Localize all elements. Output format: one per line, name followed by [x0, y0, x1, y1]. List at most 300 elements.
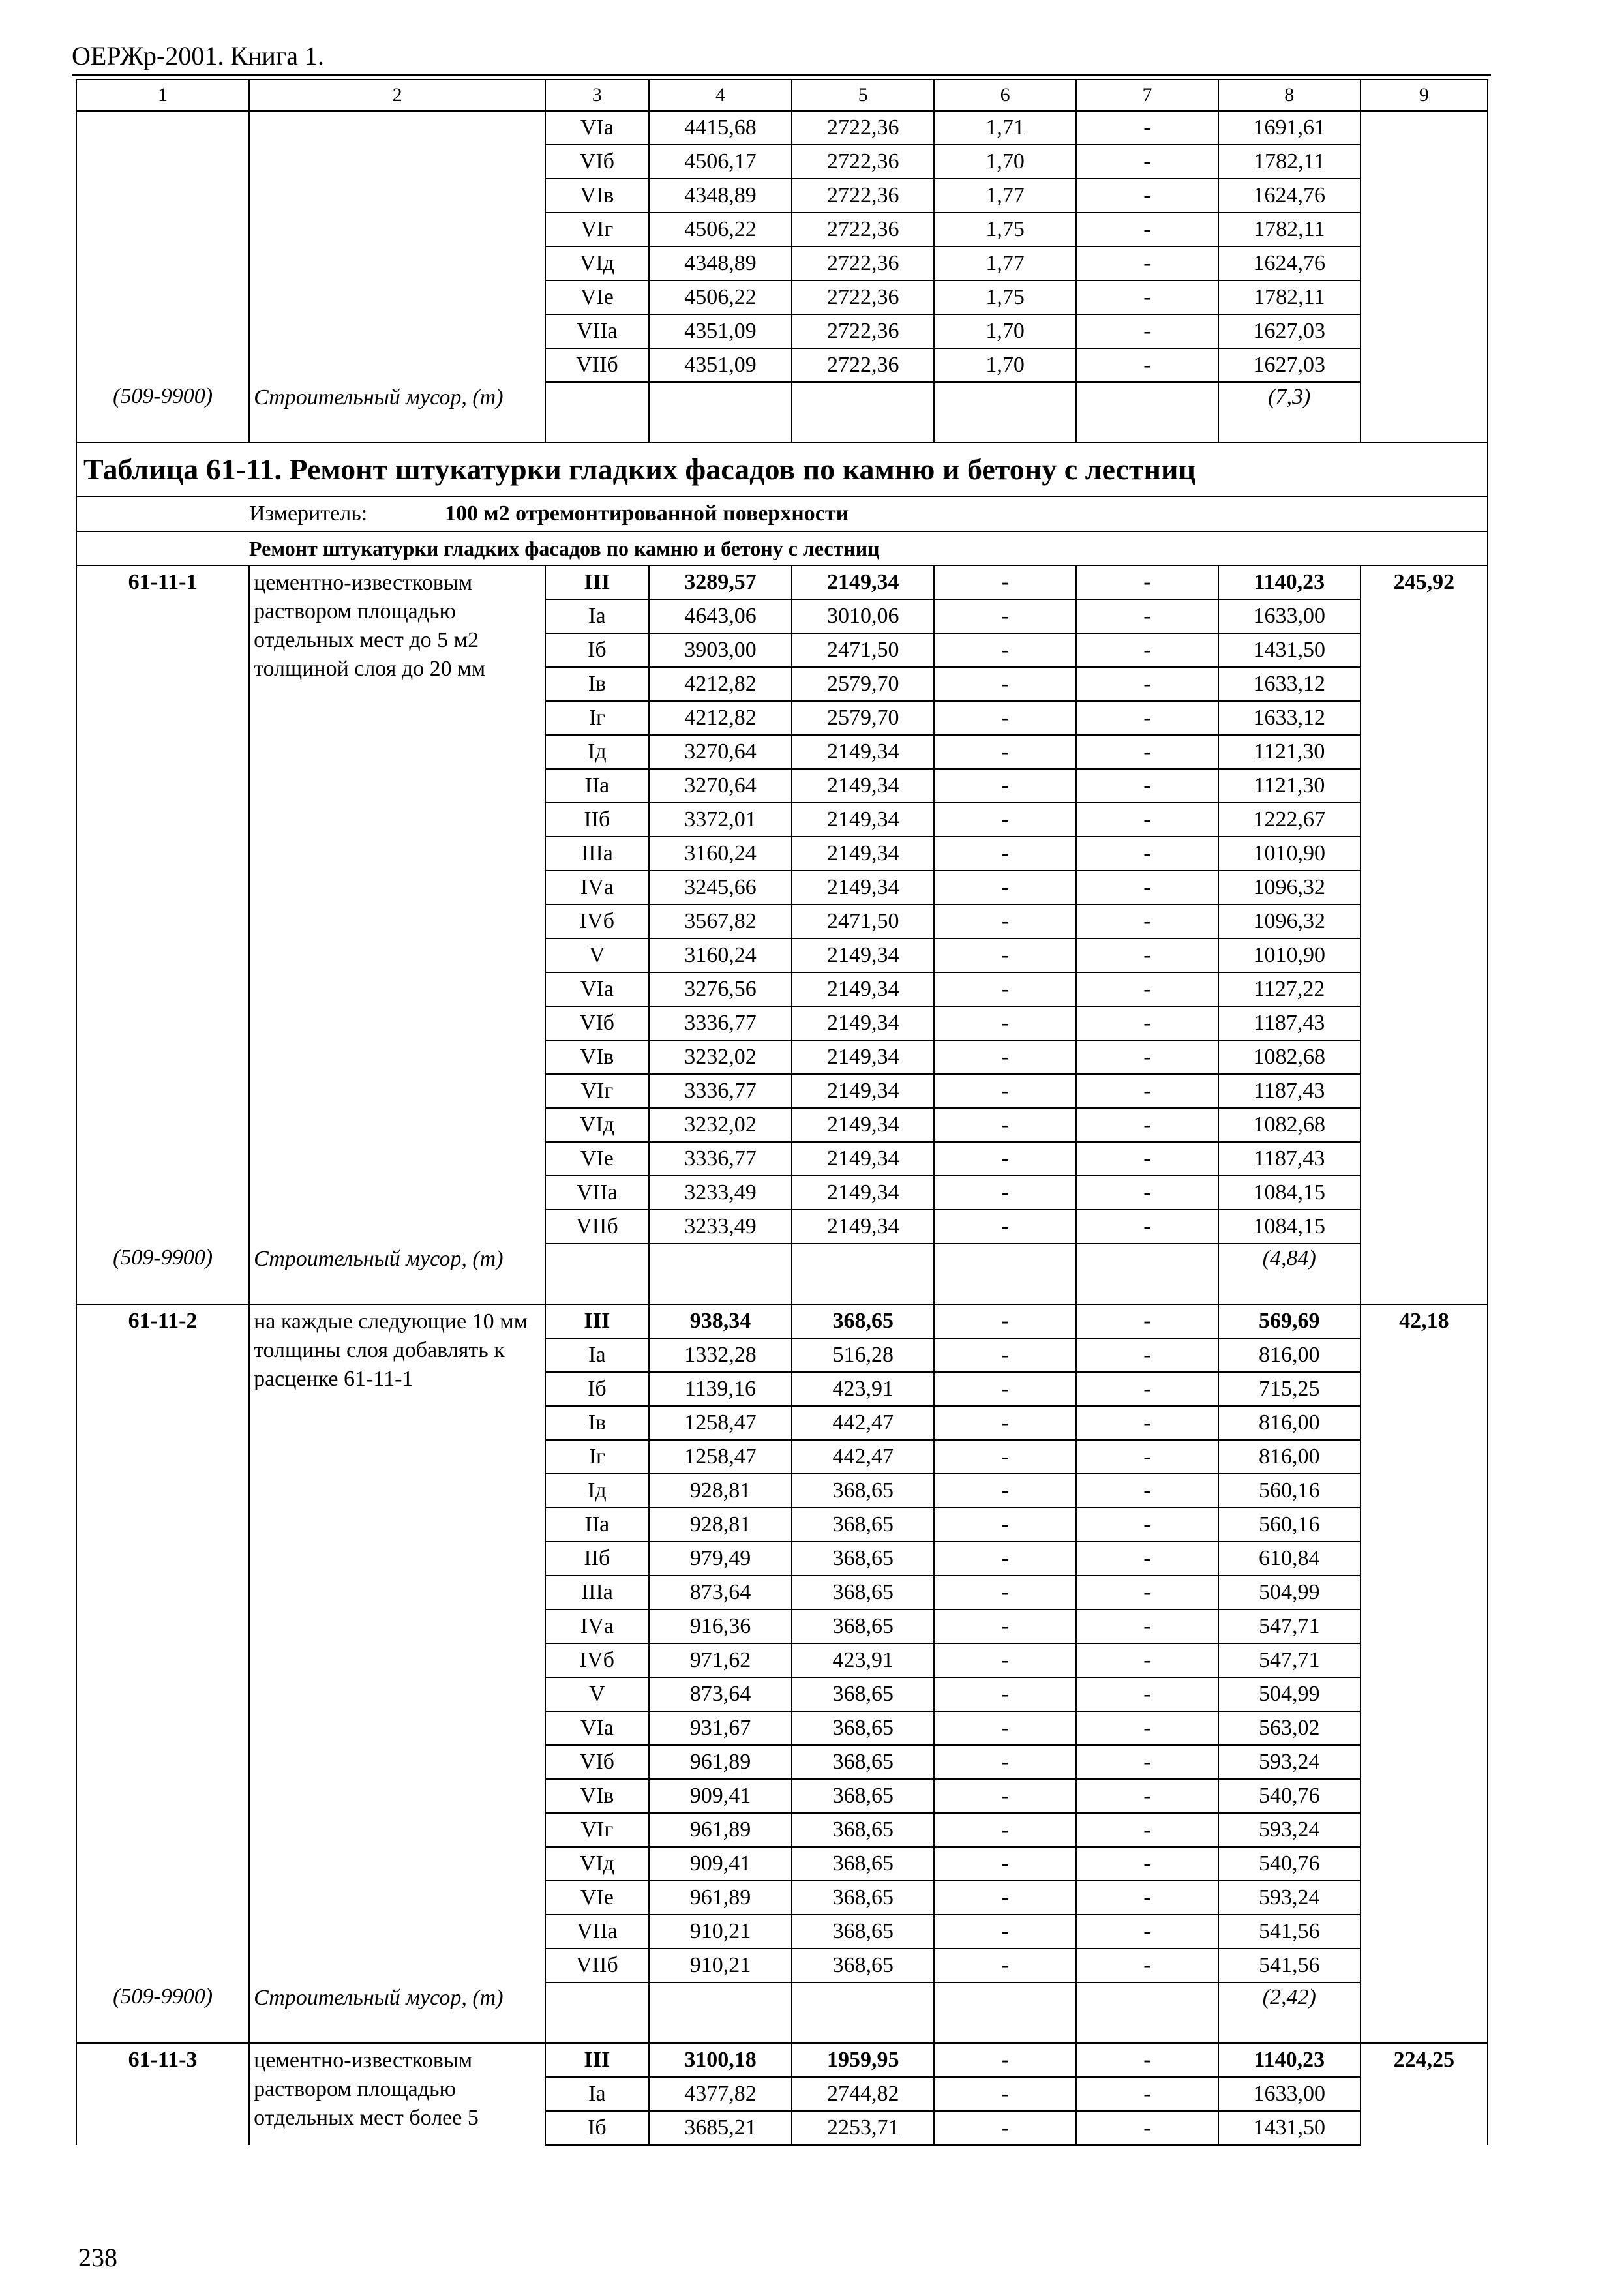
materials-cell: 1431,50: [1218, 2111, 1361, 2145]
zone-cell: VIб: [545, 145, 648, 179]
wages-cell: 2722,36: [792, 348, 934, 382]
materials-cell: 1624,76: [1218, 247, 1361, 280]
wages-cell: 368,65: [792, 1576, 934, 1609]
column-number: 1: [76, 80, 249, 111]
driver-wages-cell: -: [1076, 938, 1218, 972]
zone-cell: VIа: [545, 1711, 648, 1745]
driver-wages-cell: -: [1076, 111, 1218, 145]
machine-cell: -: [934, 769, 1076, 803]
machine-cell: -: [934, 1338, 1076, 1372]
zone-cell: VIд: [545, 1108, 648, 1142]
zone-cell: VIIа: [545, 314, 648, 348]
materials-cell: 610,84: [1218, 1542, 1361, 1576]
machine-cell: -: [934, 1142, 1076, 1176]
zone-cell: VIб: [545, 1745, 648, 1779]
total-cost-cell: 4415,68: [649, 111, 792, 145]
driver-wages-cell: -: [1076, 1176, 1218, 1210]
materials-cell: 816,00: [1218, 1440, 1361, 1474]
driver-wages-cell: -: [1076, 2043, 1218, 2077]
section-row: [76, 531, 1488, 565]
total-cost-cell: 3276,56: [649, 972, 792, 1006]
wages-cell: 2149,34: [792, 1210, 934, 1244]
column-number: 9: [1361, 80, 1488, 111]
materials-cell: 1121,30: [1218, 735, 1361, 769]
wages-cell: 2149,34: [792, 871, 934, 905]
rate-row: [76, 111, 1488, 145]
empty-cell: [649, 1982, 792, 2043]
labor-cell: 42,18: [1361, 1304, 1488, 1982]
empty-cell: [1361, 1244, 1488, 1304]
machine-cell: -: [934, 1609, 1076, 1643]
materials-cell: 563,02: [1218, 1711, 1361, 1745]
waste-row: [76, 1982, 1488, 2043]
wages-cell: 368,65: [792, 1847, 934, 1881]
zone-cell: VIа: [545, 111, 648, 145]
zone-cell: IIIа: [545, 1576, 648, 1609]
driver-wages-cell: -: [1076, 1372, 1218, 1406]
rate-row: [76, 565, 1488, 599]
zone-cell: IVа: [545, 871, 648, 905]
column-number: 3: [545, 80, 648, 111]
wages-cell: 2253,71: [792, 2111, 934, 2145]
driver-wages-cell: -: [1076, 1813, 1218, 1847]
driver-wages-cell: -: [1076, 1040, 1218, 1074]
wages-cell: 2149,34: [792, 803, 934, 837]
total-cost-cell: 961,89: [649, 1745, 792, 1779]
materials-cell: 1627,03: [1218, 348, 1361, 382]
machine-cell: 1,70: [934, 348, 1076, 382]
materials-cell: 569,69: [1218, 1304, 1361, 1338]
wages-cell: 368,65: [792, 1474, 934, 1508]
empty-cell: [792, 382, 934, 443]
empty-cell: [1361, 1982, 1488, 2043]
rate-row: [76, 2043, 1488, 2077]
rate-row: [76, 1304, 1488, 1338]
rate-code-cell: [76, 111, 249, 382]
machine-cell: -: [934, 565, 1076, 599]
total-cost-cell: 873,64: [649, 1576, 792, 1609]
wages-cell: 2149,34: [792, 1176, 934, 1210]
machine-cell: -: [934, 2077, 1076, 2111]
materials-cell: 504,99: [1218, 1677, 1361, 1711]
empty-cell: [1361, 382, 1488, 443]
machine-cell: -: [934, 1915, 1076, 1949]
measure-value: 100 м2 отремонтированной поверхности: [445, 501, 849, 526]
materials-cell: 1691,61: [1218, 111, 1361, 145]
waste-value-cell: (7,3): [1218, 382, 1361, 443]
machine-cell: 1,77: [934, 179, 1076, 213]
materials-cell: 1121,30: [1218, 769, 1361, 803]
zone-cell: VIв: [545, 1040, 648, 1074]
machine-cell: -: [934, 1176, 1076, 1210]
total-cost-cell: 971,62: [649, 1643, 792, 1677]
materials-cell: 541,56: [1218, 1949, 1361, 1982]
driver-wages-cell: -: [1076, 905, 1218, 938]
zone-cell: V: [545, 1677, 648, 1711]
empty-cell: [1076, 382, 1218, 443]
empty-cell: [792, 1982, 934, 2043]
empty-cell: [649, 1244, 792, 1304]
machine-cell: -: [934, 735, 1076, 769]
driver-wages-cell: -: [1076, 1338, 1218, 1372]
zone-cell: VIг: [545, 1074, 648, 1108]
labor-cell: 245,92: [1361, 565, 1488, 1244]
section-title: Ремонт штукатурки гладких фасадов по камню и бетону с лестниц: [76, 531, 1488, 565]
page-number: 238: [78, 2243, 117, 2272]
driver-wages-cell: -: [1076, 565, 1218, 599]
zone-cell: VIIа: [545, 1176, 648, 1210]
materials-cell: 1187,43: [1218, 1074, 1361, 1108]
machine-cell: -: [934, 1074, 1076, 1108]
driver-wages-cell: -: [1076, 972, 1218, 1006]
materials-cell: 1082,68: [1218, 1108, 1361, 1142]
empty-cell: [792, 1244, 934, 1304]
total-cost-cell: 3685,21: [649, 2111, 792, 2145]
total-cost-cell: 3245,66: [649, 871, 792, 905]
zone-cell: VIIб: [545, 1949, 648, 1982]
materials-cell: 547,71: [1218, 1643, 1361, 1677]
machine-cell: -: [934, 2111, 1076, 2145]
machine-cell: 1,71: [934, 111, 1076, 145]
total-cost-cell: 1332,28: [649, 1338, 792, 1372]
total-cost-cell: 3289,57: [649, 565, 792, 599]
wages-cell: 2471,50: [792, 633, 934, 667]
machine-cell: -: [934, 2043, 1076, 2077]
total-cost-cell: 3270,64: [649, 769, 792, 803]
empty-cell: [934, 382, 1076, 443]
driver-wages-cell: -: [1076, 1474, 1218, 1508]
zone-cell: Iб: [545, 633, 648, 667]
total-cost-cell: 928,81: [649, 1508, 792, 1542]
machine-cell: -: [934, 803, 1076, 837]
materials-cell: 1187,43: [1218, 1006, 1361, 1040]
total-cost-cell: 3903,00: [649, 633, 792, 667]
machine-cell: -: [934, 1576, 1076, 1609]
materials-cell: 816,00: [1218, 1406, 1361, 1440]
zone-cell: VIе: [545, 1142, 648, 1176]
zone-cell: VIе: [545, 280, 648, 314]
total-cost-cell: 910,21: [649, 1915, 792, 1949]
total-cost-cell: 910,21: [649, 1949, 792, 1982]
total-cost-cell: 3567,82: [649, 905, 792, 938]
driver-wages-cell: -: [1076, 837, 1218, 871]
materials-cell: 1082,68: [1218, 1040, 1361, 1074]
driver-wages-cell: -: [1076, 1406, 1218, 1440]
rate-code-cell: 61-11-2: [76, 1304, 249, 1982]
waste-code-cell: (509-9900): [76, 382, 249, 443]
materials-cell: 1096,32: [1218, 871, 1361, 905]
machine-cell: -: [934, 938, 1076, 972]
empty-cell: [545, 1982, 648, 2043]
wages-cell: 2149,34: [792, 837, 934, 871]
waste-name-cell: Строительный мусор, (т): [249, 1244, 545, 1304]
machine-cell: -: [934, 633, 1076, 667]
zone-cell: VIг: [545, 213, 648, 247]
waste-name-cell: Строительный мусор, (т): [249, 1982, 545, 2043]
materials-cell: 1010,90: [1218, 938, 1361, 972]
zone-cell: Iа: [545, 1338, 648, 1372]
waste-value-cell: (4,84): [1218, 1244, 1361, 1304]
zone-cell: VIб: [545, 1006, 648, 1040]
total-cost-cell: 3233,49: [649, 1210, 792, 1244]
column-number: 8: [1218, 80, 1361, 111]
materials-cell: 1633,12: [1218, 701, 1361, 735]
zone-cell: VIе: [545, 1881, 648, 1915]
machine-cell: -: [934, 1508, 1076, 1542]
wages-cell: 2149,34: [792, 769, 934, 803]
wages-cell: 2722,36: [792, 247, 934, 280]
total-cost-cell: 979,49: [649, 1542, 792, 1576]
materials-cell: 540,76: [1218, 1779, 1361, 1813]
driver-wages-cell: -: [1076, 145, 1218, 179]
driver-wages-cell: -: [1076, 1643, 1218, 1677]
empty-cell: [1076, 1244, 1218, 1304]
materials-cell: 1431,50: [1218, 633, 1361, 667]
machine-cell: -: [934, 1949, 1076, 1982]
wages-cell: 2149,34: [792, 938, 934, 972]
rate-code-cell: 61-11-1: [76, 565, 249, 1244]
machine-cell: -: [934, 701, 1076, 735]
zone-cell: Iд: [545, 735, 648, 769]
column-number: 6: [934, 80, 1076, 111]
driver-wages-cell: -: [1076, 667, 1218, 701]
zone-cell: VIIб: [545, 1210, 648, 1244]
wages-cell: 368,65: [792, 1609, 934, 1643]
zone-cell: IIб: [545, 1542, 648, 1576]
total-cost-cell: 1258,47: [649, 1406, 792, 1440]
materials-cell: 547,71: [1218, 1609, 1361, 1643]
zone-cell: VIIа: [545, 1915, 648, 1949]
driver-wages-cell: -: [1076, 701, 1218, 735]
driver-wages-cell: -: [1076, 213, 1218, 247]
driver-wages-cell: -: [1076, 769, 1218, 803]
materials-cell: 1084,15: [1218, 1176, 1361, 1210]
materials-cell: 1782,11: [1218, 213, 1361, 247]
wages-cell: 368,65: [792, 1508, 934, 1542]
total-cost-cell: 4351,09: [649, 314, 792, 348]
wages-cell: 368,65: [792, 1304, 934, 1338]
total-cost-cell: 938,34: [649, 1304, 792, 1338]
zone-cell: VIв: [545, 179, 648, 213]
materials-cell: 1633,00: [1218, 2077, 1361, 2111]
column-number: 4: [649, 80, 792, 111]
machine-cell: 1,70: [934, 314, 1076, 348]
zone-cell: IIа: [545, 1508, 648, 1542]
wages-cell: 2722,36: [792, 314, 934, 348]
materials-cell: 1782,11: [1218, 280, 1361, 314]
total-cost-cell: 3372,01: [649, 803, 792, 837]
zone-cell: VIг: [545, 1813, 648, 1847]
machine-cell: -: [934, 667, 1076, 701]
wages-cell: 1959,95: [792, 2043, 934, 2077]
wages-cell: 3010,06: [792, 599, 934, 633]
materials-cell: 1782,11: [1218, 145, 1361, 179]
machine-cell: 1,75: [934, 213, 1076, 247]
total-cost-cell: 4506,22: [649, 280, 792, 314]
waste-code-cell: (509-9900): [76, 1982, 249, 2043]
zone-cell: Iг: [545, 701, 648, 735]
machine-cell: -: [934, 1711, 1076, 1745]
zone-cell: V: [545, 938, 648, 972]
waste-name-cell: Строительный мусор, (т): [249, 382, 545, 443]
wages-cell: 368,65: [792, 1542, 934, 1576]
total-cost-cell: 3232,02: [649, 1108, 792, 1142]
total-cost-cell: 3336,77: [649, 1142, 792, 1176]
rate-description-cell: цементно-известковым раствором площадью отдельных мест более 5: [249, 2043, 545, 2145]
wages-cell: 368,65: [792, 1949, 934, 1982]
zone-cell: IVб: [545, 1643, 648, 1677]
driver-wages-cell: -: [1076, 1006, 1218, 1040]
zone-cell: IIIа: [545, 837, 648, 871]
total-cost-cell: 3233,49: [649, 1176, 792, 1210]
materials-cell: 540,76: [1218, 1847, 1361, 1881]
total-cost-cell: 1258,47: [649, 1440, 792, 1474]
materials-cell: 1010,90: [1218, 837, 1361, 871]
running-header: ОЕРЖр-2001. Книга 1.: [72, 41, 324, 70]
waste-value-cell: (2,42): [1218, 1982, 1361, 2043]
machine-cell: -: [934, 1006, 1076, 1040]
zone-cell: VIа: [545, 972, 648, 1006]
materials-cell: 1624,76: [1218, 179, 1361, 213]
wages-cell: 2722,36: [792, 111, 934, 145]
wages-cell: 2149,34: [792, 735, 934, 769]
machine-cell: -: [934, 599, 1076, 633]
empty-cell: [545, 382, 648, 443]
wages-cell: 2149,34: [792, 1074, 934, 1108]
total-cost-cell: 4506,22: [649, 213, 792, 247]
driver-wages-cell: -: [1076, 1210, 1218, 1244]
total-cost-cell: 3160,24: [649, 837, 792, 871]
driver-wages-cell: -: [1076, 348, 1218, 382]
driver-wages-cell: -: [1076, 599, 1218, 633]
materials-cell: 1222,67: [1218, 803, 1361, 837]
machine-cell: -: [934, 1779, 1076, 1813]
driver-wages-cell: -: [1076, 1711, 1218, 1745]
rate-description-cell: [249, 111, 545, 382]
materials-cell: 1187,43: [1218, 1142, 1361, 1176]
machine-cell: -: [934, 1474, 1076, 1508]
machine-cell: -: [934, 1542, 1076, 1576]
rate-description-cell: цементно-известковым раствором площадью отдельных мест до 5 м2 толщиной слоя до 20 мм: [249, 565, 545, 1244]
zone-cell: Iд: [545, 1474, 648, 1508]
materials-cell: 1627,03: [1218, 314, 1361, 348]
labor-cell: 224,25: [1361, 2043, 1488, 2145]
materials-cell: 593,24: [1218, 1813, 1361, 1847]
total-cost-cell: 4348,89: [649, 247, 792, 280]
wages-cell: 2149,34: [792, 1108, 934, 1142]
rate-code-cell: 61-11-3: [76, 2043, 249, 2145]
driver-wages-cell: -: [1076, 247, 1218, 280]
zone-cell: IIа: [545, 769, 648, 803]
driver-wages-cell: -: [1076, 280, 1218, 314]
zone-cell: Iа: [545, 2077, 648, 2111]
driver-wages-cell: -: [1076, 1440, 1218, 1474]
total-cost-cell: 961,89: [649, 1881, 792, 1915]
total-cost-cell: 3336,77: [649, 1006, 792, 1040]
empty-cell: [1076, 1982, 1218, 2043]
wages-cell: 2722,36: [792, 145, 934, 179]
materials-cell: 593,24: [1218, 1881, 1361, 1915]
zone-cell: IVб: [545, 905, 648, 938]
wages-cell: 2579,70: [792, 701, 934, 735]
total-cost-cell: 4643,06: [649, 599, 792, 633]
zone-cell: III: [545, 2043, 648, 2077]
machine-cell: -: [934, 1881, 1076, 1915]
waste-row: [76, 382, 1488, 443]
total-cost-cell: 916,36: [649, 1609, 792, 1643]
materials-cell: 1633,12: [1218, 667, 1361, 701]
wages-cell: 368,65: [792, 1711, 934, 1745]
driver-wages-cell: -: [1076, 1949, 1218, 1982]
driver-wages-cell: -: [1076, 1677, 1218, 1711]
column-number-row: [76, 80, 1488, 111]
empty-cell: [649, 382, 792, 443]
wages-cell: 516,28: [792, 1338, 934, 1372]
driver-wages-cell: -: [1076, 1915, 1218, 1949]
machine-cell: -: [934, 972, 1076, 1006]
machine-cell: -: [934, 871, 1076, 905]
machine-cell: -: [934, 1677, 1076, 1711]
machine-cell: -: [934, 905, 1076, 938]
zone-cell: III: [545, 1304, 648, 1338]
wages-cell: 2579,70: [792, 667, 934, 701]
driver-wages-cell: -: [1076, 1542, 1218, 1576]
driver-wages-cell: -: [1076, 2077, 1218, 2111]
empty-cell: [545, 1244, 648, 1304]
wages-cell: 2149,34: [792, 565, 934, 599]
waste-row: [76, 1244, 1488, 1304]
wages-cell: 2149,34: [792, 972, 934, 1006]
machine-cell: 1,75: [934, 280, 1076, 314]
header-rule: [72, 74, 1491, 76]
total-cost-cell: 961,89: [649, 1813, 792, 1847]
driver-wages-cell: -: [1076, 1304, 1218, 1338]
materials-cell: 593,24: [1218, 1745, 1361, 1779]
zone-cell: Iв: [545, 1406, 648, 1440]
empty-cell: [934, 1982, 1076, 2043]
wages-cell: 423,91: [792, 1643, 934, 1677]
machine-cell: 1,77: [934, 247, 1076, 280]
zone-cell: Iг: [545, 1440, 648, 1474]
machine-cell: -: [934, 1643, 1076, 1677]
machine-cell: -: [934, 1040, 1076, 1074]
machine-cell: -: [934, 1210, 1076, 1244]
total-cost-cell: 931,67: [649, 1711, 792, 1745]
total-cost-cell: 3100,18: [649, 2043, 792, 2077]
total-cost-cell: 4348,89: [649, 179, 792, 213]
materials-cell: 1633,00: [1218, 599, 1361, 633]
materials-cell: 1140,23: [1218, 565, 1361, 599]
zone-cell: Iб: [545, 1372, 648, 1406]
column-number: 2: [249, 80, 545, 111]
wages-cell: 442,47: [792, 1406, 934, 1440]
total-cost-cell: 928,81: [649, 1474, 792, 1508]
materials-cell: 560,16: [1218, 1474, 1361, 1508]
driver-wages-cell: -: [1076, 633, 1218, 667]
machine-cell: -: [934, 1813, 1076, 1847]
driver-wages-cell: -: [1076, 314, 1218, 348]
machine-cell: -: [934, 1304, 1076, 1338]
total-cost-cell: 4212,82: [649, 701, 792, 735]
table-title: Таблица 61-11. Ремонт штукатурки гладких фасадов по камню и бетону с лестниц: [76, 443, 1488, 496]
total-cost-cell: 909,41: [649, 1847, 792, 1881]
zone-cell: VIIб: [545, 348, 648, 382]
driver-wages-cell: -: [1076, 1508, 1218, 1542]
total-cost-cell: 1139,16: [649, 1372, 792, 1406]
driver-wages-cell: -: [1076, 1779, 1218, 1813]
rates-table: [76, 79, 1488, 2146]
zone-cell: IVа: [545, 1609, 648, 1643]
